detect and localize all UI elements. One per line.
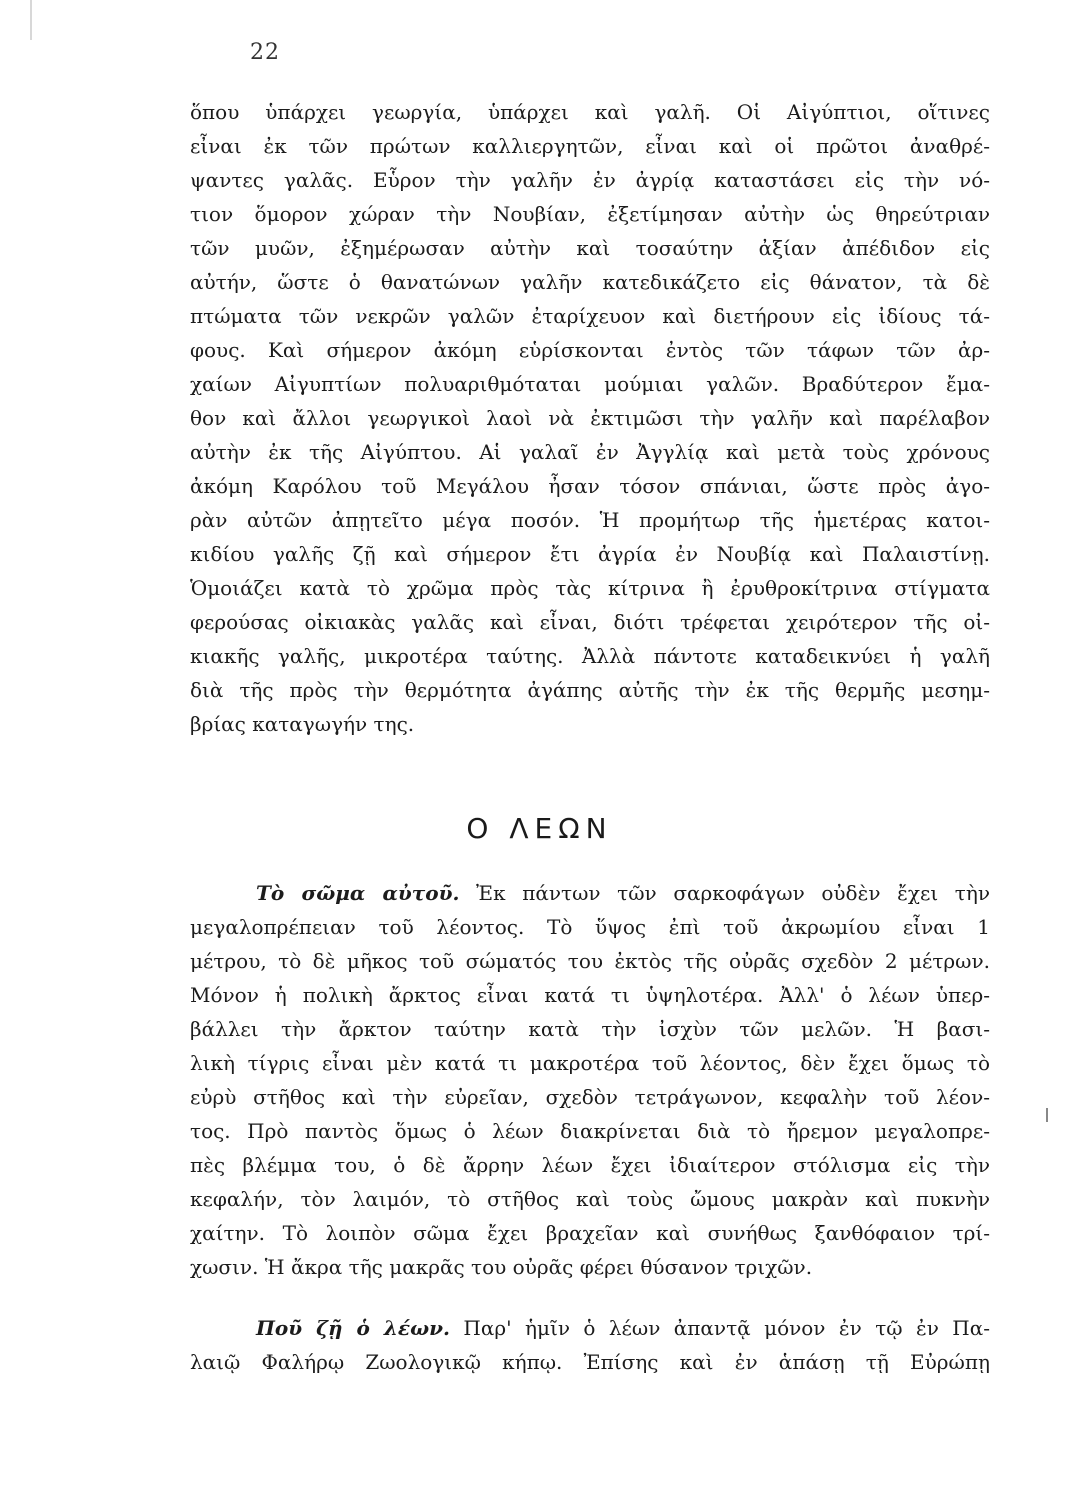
text-line: χωσιν. Ἡ ἄκρα τῆς μακρᾶς του οὐρᾶς φέρει θύσανον τριχῶν. <box>190 1255 813 1279</box>
text-line: κεφαλήν, τὸν λαιμόν, τὸ στῆθος καὶ τοὺς ὤμους μακρὰν καὶ πυκνὴν <box>190 1187 990 1211</box>
text-line-with-subhead <box>190 1311 990 1345</box>
section-heading: Ο ΛΕΩΝ <box>466 812 613 845</box>
subhead-lion-body: Τὸ σῶμα αὐτοῦ. <box>256 881 460 905</box>
text-line: τος. Πρὸ παντὸς ὅμως ὁ λέων διακρίνεται διὰ τὸ ἤρεμον μεγαλοπρε- <box>190 1119 990 1143</box>
text-line: ὅπου ὑπάρχει γεωργία, ὑπάρχει καὶ γαλῆ. Οἱ Αἰγύπτιοι, οἵτινες <box>190 100 990 124</box>
text-line: Μόνον ἡ πολικὴ ἄρκτος εἶναι κατά τι ὑψηλοτέρα. Ἀλλ' ὁ λέων ὑπερ- <box>190 983 990 1007</box>
scan-margin-mark <box>1046 1108 1048 1122</box>
text-line: πὲς βλέμμα του, ὁ δὲ ἄρρην λέων ἔχει ἰδιαίτερον στόλισμα εἰς τὴν <box>190 1153 990 1177</box>
text-line: τιον ὅμορον χώραν τὴν Νουβίαν, ἐξετίμησαν αὐτὴν ὡς θηρεύτριαν <box>190 202 990 226</box>
scan-edge-mark <box>30 0 32 40</box>
text-line: αὐτήν, ὥστε ὁ θανατώνων γαλῆν κατεδικάζετο εἰς θάνατον, τὰ δὲ <box>190 270 990 294</box>
text-run: Ἐκ πάντων τῶν σαρκοφάγων οὐδὲν ἔχει τὴν <box>459 881 990 905</box>
text-line: αὐτὴν ἐκ τῆς Αἰγύπτου. Αἱ γαλαῖ ἐν Ἀγγλίᾳ καὶ μετὰ τοὺς χρόνους <box>190 440 990 464</box>
text-line: κιδίου γαλῆς ζῇ καὶ σήμερον ἔτι ἀγρία ἐν Νουβίᾳ καὶ Παλαιστίνῃ. <box>190 542 990 566</box>
text-line: κιακῆς γαλῆς, μικροτέρα ταύτης. Ἀλλὰ πάντοτε καταδεικνύει ἡ γαλῆ <box>190 644 990 668</box>
text-line: εἶναι ἐκ τῶν πρώτων καλλιεργητῶν, εἶναι καὶ οἱ πρῶτοι ἀναθρέ- <box>190 134 990 158</box>
paragraph-lion-habitat <box>190 1311 990 1379</box>
text-line: φους. Καὶ σήμερον ἀκόμη εὑρίσκονται ἐντὸς τῶν τάφων τῶν ἀρ- <box>190 338 990 362</box>
text-line: θον καὶ ἄλλοι γεωργικοὶ λαοὶ νὰ ἐκτιμῶσι τὴν γαλῆν καὶ παρέλαβον <box>190 406 990 430</box>
text-run: Παρ' ἡμῖν ὁ λέων ἀπαντᾷ μόνον ἐν τῷ ἐν Πα- <box>449 1316 990 1340</box>
text-line: λικὴ τίγρις εἶναι μὲν κατά τι μακροτέρα τοῦ λέοντος, δὲν ἔχει ὅμως τὸ <box>190 1051 990 1075</box>
text-line: χαίτην. Τὸ λοιπὸν σῶμα ἔχει βραχεῖαν καὶ συνήθως ξανθόφαιον τρί- <box>190 1221 990 1245</box>
text-line: εὐρὺ στῆθος καὶ τὴν εὐρεῖαν, σχεδὸν τετράγωνον, κεφαλὴν τοῦ λέον- <box>190 1085 990 1109</box>
text-line: μέτρου, τὸ δὲ μῆκος τοῦ σώματός του ἐκτὸς τῆς οὐρᾶς σχεδὸν 2 μέτρων. <box>190 949 990 973</box>
text-line: φερούσας οἰκιακὰς γαλᾶς καὶ εἶναι, διότι τρέφεται χειρότερον τῆς οἰ- <box>190 610 990 634</box>
text-line: λαιῷ Φαλήρῳ Ζωολογικῷ κήπῳ. Ἐπίσης καὶ ἐν ἁπάσῃ τῇ Εὐρώπῃ <box>190 1350 990 1374</box>
text-line: χαίων Αἰγυπτίων πολυαριθμόταται μούμιαι γαλῶν. Βραδύτερον ἔμα- <box>190 372 990 396</box>
text-line: πτώματα τῶν νεκρῶν γαλῶν ἐταρίχευον καὶ διετήρουν εἰς ἰδίους τά- <box>190 304 990 328</box>
subhead-lion-habitat: Ποῦ ζῇ ὁ λέων. <box>256 1316 450 1340</box>
text-line: Ὁμοιάζει κατὰ τὸ χρῶμα πρὸς τὰς κίτρινα ἢ ἐρυθροκίτρινα στίγματα <box>190 576 990 600</box>
paragraph-lion-body <box>190 876 990 1284</box>
paragraph-cat-egypt <box>190 95 990 741</box>
text-line: διὰ τῆς πρὸς τὴν θερμότητα ἀγάπης αὐτῆς τὴν ἐκ τῆς θερμῆς μεσημ- <box>190 678 990 702</box>
text-line: ρὰν αὐτῶν ἀπῃτεῖτο μέγα ποσόν. Ἡ προμήτωρ τῆς ἡμετέρας κατοι- <box>190 508 990 532</box>
text-line: βάλλει τὴν ἄρκτον ταύτην κατὰ τὴν ἰσχὺν τῶν μελῶν. Ἡ βασι- <box>190 1017 990 1041</box>
text-line: ψαντες γαλᾶς. Εὗρον τὴν γαλῆν ἐν ἀγρίᾳ καταστάσει εἰς τὴν νό- <box>190 168 990 192</box>
page-number: 22 <box>250 40 280 65</box>
text-line: ἀκόμη Καρόλου τοῦ Μεγάλου ἦσαν τόσον σπάνιαι, ὥστε πρὸς ἀγο- <box>190 474 990 498</box>
text-line: μεγαλοπρέπειαν τοῦ λέοντος. Τὸ ὕψος ἐπὶ τοῦ ἀκρωμίου εἶναι 1 <box>190 915 990 939</box>
text-line-with-subhead <box>190 876 990 910</box>
text-line: τῶν μυῶν, ἐξημέρωσαν αὐτὴν καὶ τοσαύτην ἀξίαν ἀπέδιδον εἰς <box>190 236 990 260</box>
text-line: βρίας καταγωγήν της. <box>190 712 415 736</box>
